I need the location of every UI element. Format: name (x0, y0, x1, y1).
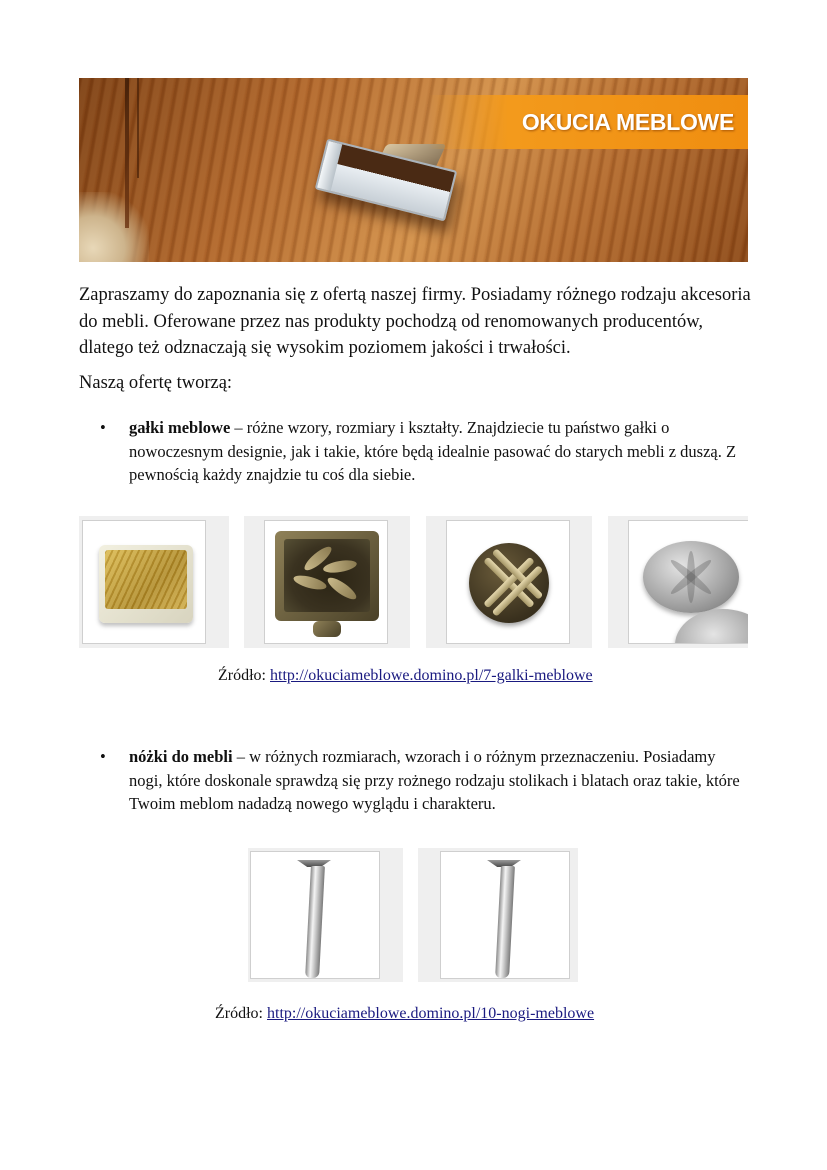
leg-tube (305, 866, 325, 978)
knob-shape (643, 541, 739, 613)
gallery-cell (248, 848, 403, 982)
knob-base (675, 609, 748, 644)
source-link-knobs[interactable]: http://okuciameblowe.domino.pl/7-galki-meblowe (270, 667, 593, 684)
gallery-cell (426, 516, 592, 648)
bullet-marker: • (100, 418, 106, 437)
intro-paragraph: Zapraszamy do zapoznania się z ofertą naszej firmy. Posiadamy różnego rodzaju akcesoria do mebli. Oferowane przez nas produkty pochodzą od renomowanych producentów, dlatego też odznaczają się wysokim poziomem jakości i trwałości. (79, 285, 751, 358)
bullet-item-legs (100, 745, 740, 816)
gallery-cell (418, 848, 578, 982)
source-label: Źródło: (215, 1005, 267, 1022)
leg-tube (495, 866, 515, 978)
knob-stem (313, 621, 341, 637)
gallery-cell (608, 516, 748, 648)
chrome-table-leg-image[interactable] (250, 851, 380, 979)
source-link-legs[interactable]: http://okuciameblowe.domino.pl/10-nogi-meblowe (267, 1005, 595, 1022)
pewter-mushroom-knob-image[interactable] (628, 520, 748, 644)
knob-shape (275, 531, 379, 621)
source-label: Źródło: (218, 667, 270, 684)
gallery-cell (244, 516, 410, 648)
bullet-term: gałki meblowe (129, 418, 231, 437)
knob-gallery (79, 516, 748, 648)
knob-shape (99, 545, 193, 623)
knob-shape (469, 543, 549, 623)
gallery-cell (79, 516, 229, 648)
bullet-description: – różne wzory, rozmiary i kształty. Znajdziecie tu państwo gałki o nowoczesnym designie, jak i takie, które będą idealnie pasować do starych mebli z duszą. Z pewnością każdy znajdzie tu coś dla siebie. (129, 418, 737, 484)
woven-round-knob-image[interactable] (446, 520, 570, 644)
source-caption-knobs (218, 666, 593, 686)
source-caption-legs (215, 1004, 594, 1024)
square-gold-knob-image[interactable] (82, 520, 206, 644)
chrome-table-leg-image[interactable] (440, 851, 570, 979)
banner-title: OKUCIA MEBLOWE (521, 108, 734, 135)
bullet-text (129, 745, 740, 816)
banner-panel-seam (137, 78, 139, 178)
bullet-item-knobs (100, 416, 740, 487)
bullet-description: – w różnych rozmiarach, wzorach i o różnym przeznaczeniu. Posiadamy nogi, które doskonale sprawdzą się przy rożnego rodzaju stolikach i blatach oraz takie, które Twoim meblom nadadzą nowego wyglądu i charakteru. (129, 747, 740, 813)
leg-gallery (248, 848, 578, 982)
banner-rug-detail (79, 192, 149, 262)
header-banner (79, 78, 748, 262)
bullet-text (129, 416, 740, 487)
bullet-marker: • (100, 747, 106, 766)
dragonfly-bronze-knob-image[interactable] (264, 520, 388, 644)
banner-title-strip (428, 95, 748, 149)
bullet-term: nóżki do mebli (129, 747, 233, 766)
offer-heading: Naszą ofertę tworzą: (79, 373, 233, 393)
banner-panel-seam (125, 78, 129, 228)
